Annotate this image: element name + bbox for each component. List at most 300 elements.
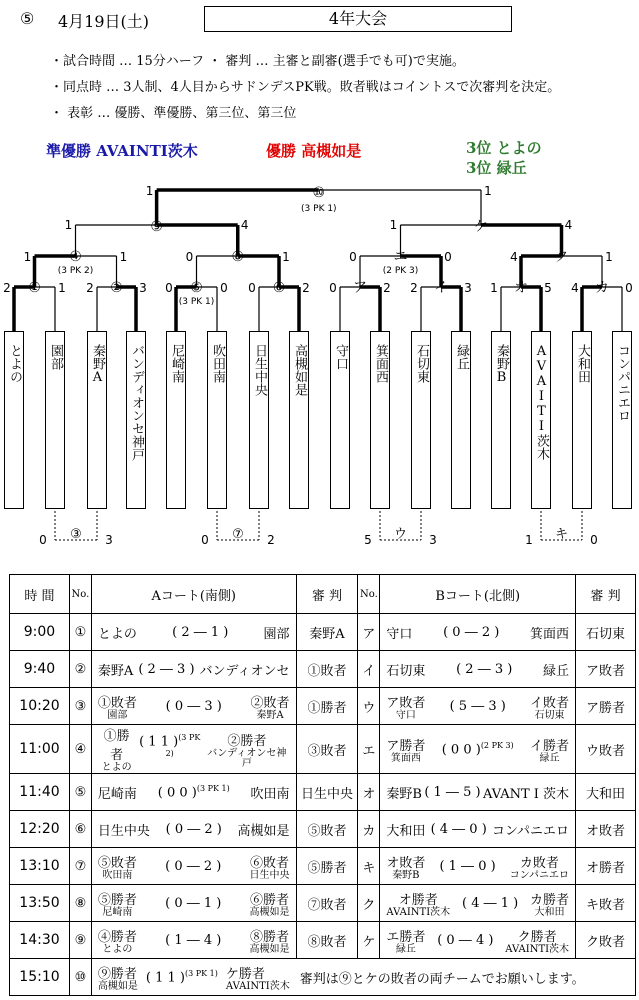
referee: ①勝者 bbox=[307, 700, 347, 716]
referee: 大和田 bbox=[586, 786, 626, 802]
match-number: ① bbox=[74, 624, 87, 640]
referee: ⑦敗者 bbox=[307, 897, 347, 913]
team-box: とよの bbox=[4, 331, 24, 509]
away-team: バンディオンセ bbox=[199, 663, 290, 679]
away-team-detail: 日生中央 bbox=[249, 869, 290, 881]
schedule-table bbox=[9, 574, 636, 996]
away-team-detail: バンディオンセ神戸 bbox=[207, 747, 287, 769]
referee: ウ敗者 bbox=[586, 743, 626, 759]
b-court-cell bbox=[380, 725, 576, 774]
team-box: バンディオンセ神戸 bbox=[126, 331, 146, 509]
score-label: 0 bbox=[349, 250, 357, 264]
home-team-detail: 吹田南 bbox=[102, 869, 133, 881]
home-team: 日生中央 bbox=[97, 823, 150, 839]
b-no-cell bbox=[358, 651, 380, 688]
a-no-cell bbox=[69, 959, 91, 996]
home-team: ア勝者 bbox=[386, 738, 426, 754]
match-number: ⑤ bbox=[74, 784, 87, 800]
score-label: 1 bbox=[525, 533, 533, 547]
match-label: ① bbox=[28, 280, 41, 296]
referee-note: 審判は⑨とケの敗者の両チームでお願いします。 bbox=[299, 971, 585, 987]
home-team: とよの bbox=[97, 626, 137, 642]
away-team: ⑥敗者 bbox=[249, 855, 289, 871]
score-label: 4 bbox=[240, 218, 249, 232]
match-label: ア bbox=[353, 280, 367, 296]
match-label: ⑩ bbox=[312, 185, 326, 201]
match-score: ( 0 0 ) bbox=[157, 785, 197, 801]
away-team: AVANT I 茨木 bbox=[482, 786, 570, 802]
a-court-cell bbox=[91, 774, 296, 811]
match-score: ( 4 ― 0 ) bbox=[430, 821, 487, 837]
a-ref-cell bbox=[296, 614, 358, 651]
team-box: 日生中央 bbox=[249, 331, 269, 509]
score-label: 1 bbox=[605, 250, 613, 264]
score-label: 2 bbox=[383, 281, 391, 295]
time-cell bbox=[10, 848, 70, 885]
match-time: 9:40 bbox=[23, 661, 56, 677]
match-number: ケ bbox=[362, 934, 376, 950]
schedule-header-row bbox=[10, 575, 636, 614]
referee: 石切東 bbox=[586, 626, 626, 642]
b-court-cell bbox=[380, 614, 576, 651]
away-team: ⑧勝者 bbox=[249, 929, 289, 945]
loser-match-label: ③ bbox=[70, 527, 82, 542]
match-label: カ bbox=[595, 280, 609, 296]
b-court-cell bbox=[380, 651, 576, 688]
home-team: エ勝者 bbox=[386, 929, 426, 945]
away-team-detail: 秦野A bbox=[256, 709, 284, 721]
score-label: 1 bbox=[64, 218, 73, 232]
loser-match-label: ウ bbox=[393, 527, 408, 542]
home-team-detail: 高槻如是 bbox=[97, 980, 138, 992]
match-number: ⑧ bbox=[74, 895, 87, 911]
b-court-cell bbox=[380, 848, 576, 885]
team-box: 箕面西 bbox=[370, 331, 390, 509]
a-ref-cell bbox=[296, 922, 358, 959]
score-label: 1 bbox=[389, 218, 398, 232]
match-number: ⑩ bbox=[74, 969, 87, 985]
away-team-detail: 緑丘 bbox=[539, 752, 560, 764]
away-team-detail: AVAINTI茨木 bbox=[225, 980, 290, 992]
home-team: 石切東 bbox=[386, 663, 426, 679]
away-team: 緑丘 bbox=[543, 663, 570, 679]
final-match-cell bbox=[91, 959, 635, 996]
away-team: 園部 bbox=[263, 626, 290, 642]
away-team-detail: 石切東 bbox=[534, 709, 565, 721]
home-team: ①敗者 bbox=[97, 695, 137, 711]
b-no-cell bbox=[358, 725, 380, 774]
score-label: 5 bbox=[364, 533, 372, 547]
away-team: ②敗者 bbox=[250, 695, 290, 711]
a-court-cell bbox=[91, 885, 296, 922]
team-box: 尼崎南 bbox=[166, 331, 186, 509]
match-time: 14:30 bbox=[19, 932, 60, 948]
a-court-cell bbox=[91, 614, 296, 651]
match-time: 13:50 bbox=[19, 895, 60, 911]
referee: ⑤敗者 bbox=[307, 823, 347, 839]
referee: ア勝者 bbox=[586, 700, 626, 716]
home-team: 秦野A bbox=[97, 663, 134, 679]
score-label: 3 bbox=[464, 281, 472, 295]
match-score: ( 0 ― 1 ) bbox=[165, 895, 222, 911]
match-score: ( 0 ― 3 ) bbox=[165, 698, 222, 714]
b-no-cell bbox=[358, 922, 380, 959]
header-b-court: Bコート(北側) bbox=[380, 575, 576, 614]
home-team-detail: 守口 bbox=[395, 709, 416, 721]
a-no-cell bbox=[69, 848, 91, 885]
referee: ③敗者 bbox=[307, 743, 347, 759]
away-team: イ敗者 bbox=[530, 695, 570, 711]
match-time: 12:20 bbox=[19, 821, 60, 837]
time-cell bbox=[10, 922, 70, 959]
match-score: ( 0 ― 2 ) bbox=[165, 858, 222, 874]
match-label: ④ bbox=[69, 249, 82, 265]
team-box: 吹田南 bbox=[207, 331, 227, 509]
a-ref-cell bbox=[296, 688, 358, 725]
b-ref-cell bbox=[576, 651, 636, 688]
match-score: ( 2 ― 1 ) bbox=[172, 624, 229, 640]
a-no-cell bbox=[69, 922, 91, 959]
time-cell bbox=[10, 614, 70, 651]
b-ref-cell bbox=[576, 885, 636, 922]
a-no-cell bbox=[69, 811, 91, 848]
home-team-detail: 箕面西 bbox=[390, 752, 421, 764]
b-court-cell bbox=[380, 922, 576, 959]
match-time: 11:40 bbox=[19, 784, 60, 800]
score-label: 1 bbox=[23, 250, 32, 264]
score-label: 0 bbox=[444, 250, 452, 264]
away-team: 箕面西 bbox=[530, 626, 570, 642]
match-score: ( 1 ― 0 ) bbox=[439, 858, 496, 874]
match-time: 9:00 bbox=[23, 624, 56, 640]
match-label: オ bbox=[514, 280, 528, 296]
pk-note: (3 PK 2) bbox=[165, 732, 201, 758]
b-ref-cell bbox=[576, 774, 636, 811]
schedule-row bbox=[10, 614, 636, 651]
match-number: エ bbox=[362, 743, 376, 759]
match-label: ⑨ bbox=[150, 219, 163, 235]
schedule-row bbox=[10, 774, 636, 811]
score-label: 2 bbox=[3, 281, 11, 295]
score-label: 4 bbox=[571, 281, 579, 295]
score-label: 0 bbox=[625, 281, 633, 295]
home-team: ⑤勝者 bbox=[97, 892, 137, 908]
pk-note: (2 PK 3) bbox=[480, 740, 514, 750]
home-team-detail: 秦野B bbox=[392, 869, 420, 881]
referee: ア敗者 bbox=[586, 663, 626, 679]
match-score: ( 2 ― 3 ) bbox=[456, 661, 513, 677]
score-label: 1 bbox=[58, 281, 66, 295]
b-ref-cell bbox=[576, 811, 636, 848]
b-ref-cell bbox=[576, 688, 636, 725]
b-ref-cell bbox=[576, 725, 636, 774]
match-label: ⑥ bbox=[272, 280, 286, 296]
home-team: ①勝者 bbox=[103, 729, 130, 763]
away-team: カ敗者 bbox=[519, 855, 559, 871]
match-score: ( 2 ― 3 ) bbox=[138, 661, 195, 677]
home-team-detail: とよの bbox=[101, 762, 132, 773]
pk-note: (3 PK 1) bbox=[185, 968, 218, 978]
score-label: 0 bbox=[329, 281, 337, 295]
schedule-row bbox=[10, 922, 636, 959]
match-score: ( 1 1 ) bbox=[139, 734, 179, 749]
match-number: ク bbox=[362, 897, 376, 913]
away-team: カ勝者 bbox=[530, 892, 570, 908]
header-a-ref: 審 判 bbox=[296, 575, 358, 614]
schedule-row bbox=[10, 725, 636, 774]
away-team-detail: 高槻如是 bbox=[249, 943, 290, 955]
referee: オ敗者 bbox=[586, 823, 626, 839]
away-team: ク勝者 bbox=[517, 929, 557, 945]
away-team-detail: 高槻如是 bbox=[249, 906, 290, 918]
a-no-cell bbox=[69, 651, 91, 688]
referee: キ敗者 bbox=[586, 897, 626, 913]
header-b-no: No. bbox=[358, 575, 380, 614]
b-no-cell bbox=[358, 885, 380, 922]
b-ref-cell bbox=[576, 848, 636, 885]
header-b-ref: 審 判 bbox=[576, 575, 636, 614]
away-team-detail: 大和田 bbox=[534, 906, 565, 918]
b-ref-cell bbox=[576, 614, 636, 651]
match-score: ( 1 ― 4 ) bbox=[165, 932, 222, 948]
b-no-cell bbox=[358, 688, 380, 725]
time-cell bbox=[10, 959, 70, 996]
a-no-cell bbox=[69, 774, 91, 811]
score-label: 3 bbox=[105, 533, 113, 547]
match-number: キ bbox=[362, 860, 376, 876]
match-label: ケ bbox=[474, 219, 488, 235]
home-team-detail: 園部 bbox=[107, 709, 128, 721]
referee: ク敗者 bbox=[586, 934, 626, 950]
score-label: 3 bbox=[139, 281, 147, 295]
score-label: 0 bbox=[201, 533, 209, 547]
score-label: 5 bbox=[544, 281, 552, 295]
match-number: ③ bbox=[74, 698, 87, 714]
score-label: 3 bbox=[429, 533, 437, 547]
team-box: 高槻如是 bbox=[289, 331, 309, 509]
match-score: ( 5 ― 3 ) bbox=[449, 698, 506, 714]
rule-awards: ・ 表彰 … 優勝、準優勝、第三位、第三位 bbox=[50, 106, 297, 121]
a-ref-cell bbox=[296, 774, 358, 811]
home-team: オ敗者 bbox=[386, 855, 426, 871]
pk-label: (3 PK 1) bbox=[301, 204, 337, 214]
b-court-cell bbox=[380, 885, 576, 922]
a-court-cell bbox=[91, 922, 296, 959]
match-time: 13:10 bbox=[19, 858, 60, 874]
score-label: 1 bbox=[145, 184, 154, 198]
score-label: 2 bbox=[267, 533, 275, 547]
match-score: ( 1 1 ) bbox=[145, 970, 186, 986]
match-score: ( 0 ― 2 ) bbox=[165, 821, 222, 837]
home-team: 守口 bbox=[386, 626, 413, 642]
a-ref-cell bbox=[296, 651, 358, 688]
team-box: 守口 bbox=[330, 331, 350, 509]
a-ref-cell bbox=[296, 885, 358, 922]
match-score: ( 1 ― 5 ) bbox=[424, 784, 481, 800]
b-court-cell bbox=[380, 688, 576, 725]
a-court-cell bbox=[91, 651, 296, 688]
b-court-cell bbox=[380, 774, 576, 811]
result-runner-up: 準優勝 AVAINTI茨木 bbox=[46, 142, 198, 160]
match-number: オ bbox=[362, 786, 376, 802]
header-time: 時 間 bbox=[10, 575, 70, 614]
away-team: ケ勝者 bbox=[225, 966, 265, 982]
away-team: 吹田南 bbox=[250, 786, 290, 802]
schedule-row bbox=[10, 848, 636, 885]
b-court-cell bbox=[380, 811, 576, 848]
referee: ⑤勝者 bbox=[307, 860, 347, 876]
loser-match-label: ⑦ bbox=[232, 527, 244, 542]
a-no-cell bbox=[69, 614, 91, 651]
home-team-detail: 緑丘 bbox=[395, 943, 416, 955]
match-label: ⑤ bbox=[190, 280, 203, 296]
a-no-cell bbox=[69, 725, 91, 774]
schedule-row bbox=[10, 688, 636, 725]
score-label: 4 bbox=[510, 250, 518, 264]
match-score: ( 0 ― 2 ) bbox=[443, 624, 500, 640]
team-box: 秦野A bbox=[87, 331, 107, 509]
score-label: 2 bbox=[410, 281, 418, 295]
time-cell bbox=[10, 688, 70, 725]
match-time: 15:10 bbox=[19, 969, 60, 985]
match-time: 10:20 bbox=[19, 698, 60, 714]
match-time: 11:00 bbox=[19, 741, 60, 757]
home-team: ⑨勝者 bbox=[97, 966, 137, 982]
score-label: 2 bbox=[86, 281, 94, 295]
a-court-cell bbox=[91, 848, 296, 885]
tournament-date: 4月19日(土) bbox=[58, 12, 150, 31]
b-no-cell bbox=[358, 614, 380, 651]
home-team-detail: とよの bbox=[102, 943, 133, 955]
match-label: ク bbox=[554, 249, 569, 265]
referee: ①敗者 bbox=[307, 663, 347, 679]
b-no-cell bbox=[358, 811, 380, 848]
home-team: ア敗者 bbox=[386, 695, 426, 711]
b-ref-cell bbox=[576, 922, 636, 959]
a-no-cell bbox=[69, 885, 91, 922]
score-label: 1 bbox=[119, 250, 128, 264]
home-team: ⑤敗者 bbox=[97, 855, 137, 871]
home-team-detail: AVAINTI茨木 bbox=[386, 906, 451, 918]
b-no-cell bbox=[358, 774, 380, 811]
a-ref-cell bbox=[296, 725, 358, 774]
schedule-row bbox=[10, 885, 636, 922]
away-team-detail: AVAINTI茨木 bbox=[505, 943, 570, 955]
tournament-title: 4年大会 bbox=[204, 6, 512, 32]
pk-label: (2 PK 3) bbox=[382, 266, 419, 276]
match-number: ア bbox=[362, 626, 376, 642]
result-winner: 優勝 高槻如是 bbox=[266, 142, 362, 160]
match-label: エ bbox=[393, 249, 408, 265]
score-label: 0 bbox=[185, 250, 194, 264]
header-a-no: No. bbox=[69, 575, 91, 614]
a-court-cell bbox=[91, 811, 296, 848]
a-court-cell bbox=[91, 725, 296, 774]
team-box: AVAITI茨木 bbox=[531, 331, 551, 509]
away-team: コンパニエロ bbox=[491, 823, 570, 839]
match-score: ( 0 ― 4 ) bbox=[437, 932, 494, 948]
a-ref-cell bbox=[296, 848, 358, 885]
time-cell bbox=[10, 811, 70, 848]
match-number: ⑦ bbox=[74, 858, 87, 874]
team-box: 石切東 bbox=[411, 331, 431, 509]
home-team: 秦野B bbox=[386, 786, 422, 802]
home-team: ④勝者 bbox=[97, 929, 137, 945]
time-cell bbox=[10, 651, 70, 688]
away-team: ⑥勝者 bbox=[249, 892, 289, 908]
a-no-cell bbox=[69, 688, 91, 725]
match-number: ② bbox=[74, 661, 87, 677]
match-number: ウ bbox=[362, 700, 376, 716]
score-label: 1 bbox=[282, 250, 290, 264]
score-label: 2 bbox=[302, 281, 310, 295]
b-no-cell bbox=[358, 848, 380, 885]
score-label: 0 bbox=[39, 533, 47, 547]
match-score: ( 4 ― 1 ) bbox=[462, 895, 519, 911]
home-team: 尼崎南 bbox=[97, 786, 137, 802]
header-a-court: Aコート(南側) bbox=[91, 575, 296, 614]
schedule-row bbox=[10, 811, 636, 848]
a-ref-cell bbox=[296, 811, 358, 848]
match-number: カ bbox=[362, 823, 376, 839]
pk-note: (3 PK 1) bbox=[196, 783, 230, 793]
match-label: イ bbox=[434, 280, 448, 296]
home-team-detail: 尼崎南 bbox=[102, 906, 133, 918]
team-box: 園部 bbox=[45, 331, 65, 509]
referee: 日生中央 bbox=[300, 786, 353, 802]
score-label: 0 bbox=[590, 533, 598, 547]
result-third-1: 3位 とよの bbox=[466, 139, 542, 157]
match-label: ⑧ bbox=[231, 249, 245, 265]
pk-label: (3 PK 1) bbox=[178, 297, 215, 307]
rule-match-time: ・試合時間 … 15分ハーフ ・ 審判 … 主審と副審(選手でも可)で実施。 bbox=[50, 54, 465, 69]
match-label: ② bbox=[110, 280, 123, 296]
match-number: ④ bbox=[74, 741, 87, 757]
away-team: 高槻如是 bbox=[237, 823, 290, 839]
score-label: 0 bbox=[248, 281, 256, 295]
score-label: 1 bbox=[490, 281, 498, 295]
schedule-row bbox=[10, 959, 636, 996]
score-label: 4 bbox=[564, 218, 573, 232]
pk-label: (3 PK 2) bbox=[57, 266, 94, 276]
score-label: 0 bbox=[165, 281, 173, 295]
score-label: 0 bbox=[220, 281, 228, 295]
home-team: 大和田 bbox=[386, 823, 426, 839]
home-team: オ勝者 bbox=[398, 892, 438, 908]
match-number: ⑥ bbox=[74, 821, 87, 837]
away-team-detail: コンパニエロ bbox=[509, 869, 570, 881]
loser-match-label: キ bbox=[554, 527, 569, 542]
team-box: 大和田 bbox=[572, 331, 592, 509]
tournament-number: ⑤ bbox=[20, 9, 35, 28]
a-court-cell bbox=[91, 688, 296, 725]
rule-tiebreak: ・同点時 … 3人制、4人目からサドンデスPK戦。敗者戦はコイントスで次審判を決定。 bbox=[50, 80, 561, 95]
match-number: イ bbox=[362, 663, 376, 679]
team-box: コンパニエロ bbox=[612, 331, 632, 509]
referee: 秦野A bbox=[309, 626, 345, 642]
time-cell bbox=[10, 885, 70, 922]
team-box: 緑丘 bbox=[451, 331, 471, 509]
match-number: ⑨ bbox=[74, 932, 87, 948]
result-third-2: 3位 緑丘 bbox=[466, 159, 527, 177]
referee: ⑧敗者 bbox=[307, 934, 347, 950]
time-cell bbox=[10, 774, 70, 811]
match-score: ( 0 0 ) bbox=[441, 742, 481, 758]
schedule-row bbox=[10, 651, 636, 688]
away-team: イ勝者 bbox=[530, 738, 570, 754]
away-team: ②勝者 bbox=[227, 733, 267, 749]
score-label: 1 bbox=[484, 184, 492, 198]
